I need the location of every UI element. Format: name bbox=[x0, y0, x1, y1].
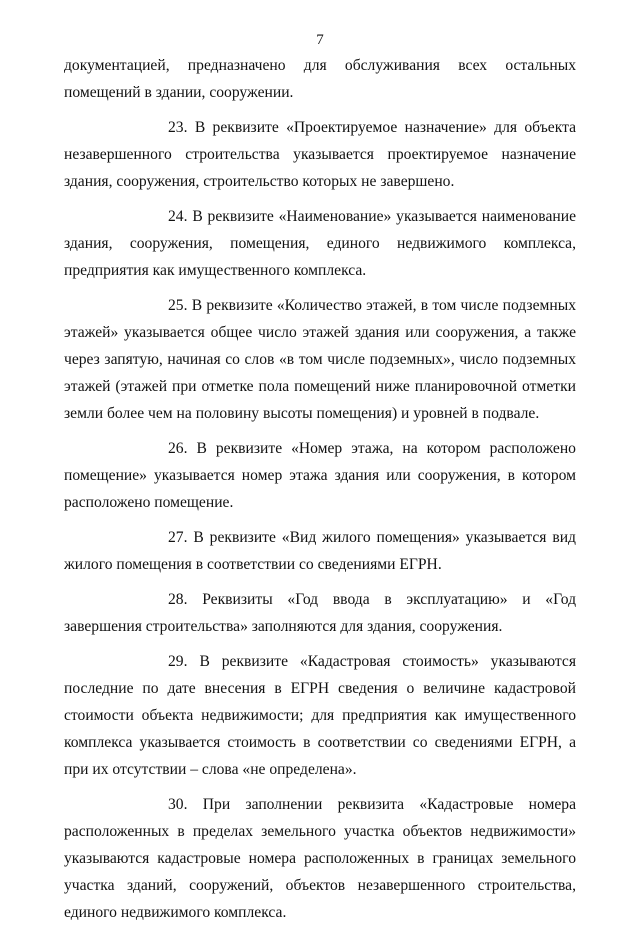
document-body bbox=[64, 52, 576, 926]
paragraph-27 bbox=[64, 524, 576, 578]
paragraph-number: 26. bbox=[168, 440, 188, 457]
paragraph-text: В реквизите «Проектируемое назначение» для объекта незавершенного строительства указывается проектируемое назначение здания, сооружения, строительство которых не завершено. bbox=[64, 119, 576, 190]
paragraph-text: В реквизите «Кадастровая стоимость» указываются последние по дате внесения в ЕГРН сведения о величине кадастровой стоимости объекта недвижимости; для предприятия как имущественного комплекса указывается стоимость в соответствии со сведениями ЕГРН, а при их отсутствии – слова «не определена». bbox=[64, 653, 577, 778]
paragraph-30 bbox=[64, 791, 576, 926]
paragraph-text: В реквизите «Вид жилого помещения» указывается вид жилого помещения в соответствии со сведениями ЕГРН. bbox=[64, 529, 576, 573]
paragraph-29 bbox=[64, 648, 576, 783]
paragraph-text: Реквизиты «Год ввода в эксплуатацию» и «Год завершения строительства» заполняются для здания, сооружения. bbox=[64, 591, 577, 635]
paragraph-number: 23. bbox=[168, 119, 188, 136]
paragraph-text: В реквизите «Наименование» указывается наименование здания, сооружения, помещения, единого недвижимого комплекса, предприятия как имущественного комплекса. bbox=[64, 208, 576, 279]
paragraph-number: 25. bbox=[168, 297, 188, 314]
paragraph-25 bbox=[64, 292, 576, 427]
paragraph-24 bbox=[64, 203, 576, 284]
paragraph-number: 24. bbox=[168, 208, 188, 225]
continuation-paragraph: документацией, предназначено для обслуживания всех остальных помещений в здании, сооружении. bbox=[64, 57, 576, 101]
paragraph-text: В реквизите «Количество этажей, в том числе подземных этажей» указывается общее число этажей здания или сооружения, а также через запятую, начиная со слов «в том числе подземных», число подземных этажей (этажей при отметке пола помещений ниже планировочной отметки земли более чем на половину высоты помещения) и уровней в подвале. bbox=[64, 297, 576, 422]
paragraph-26 bbox=[64, 435, 576, 516]
paragraph-text: При заполнении реквизита «Кадастровые номера расположенных в пределах земельного участка объектов недвижимости» указываются кадастровые номера расположенных в границах земельного участка зданий, сооружений, объектов незавершенного строительства, единого недвижимого комплекса. bbox=[64, 796, 576, 921]
paragraph-number: 28. bbox=[168, 591, 188, 608]
paragraph-28 bbox=[64, 586, 576, 640]
paragraph-number: 29. bbox=[168, 653, 188, 670]
page-number: 7 bbox=[316, 32, 324, 48]
paragraph-23 bbox=[64, 114, 576, 195]
paragraph-number: 27. bbox=[168, 529, 188, 546]
paragraph-text: В реквизите «Номер этажа, на котором расположено помещение» указывается номер этажа здания или сооружения, в котором расположено помещение. bbox=[64, 440, 576, 511]
paragraph-number: 30. bbox=[168, 796, 188, 813]
